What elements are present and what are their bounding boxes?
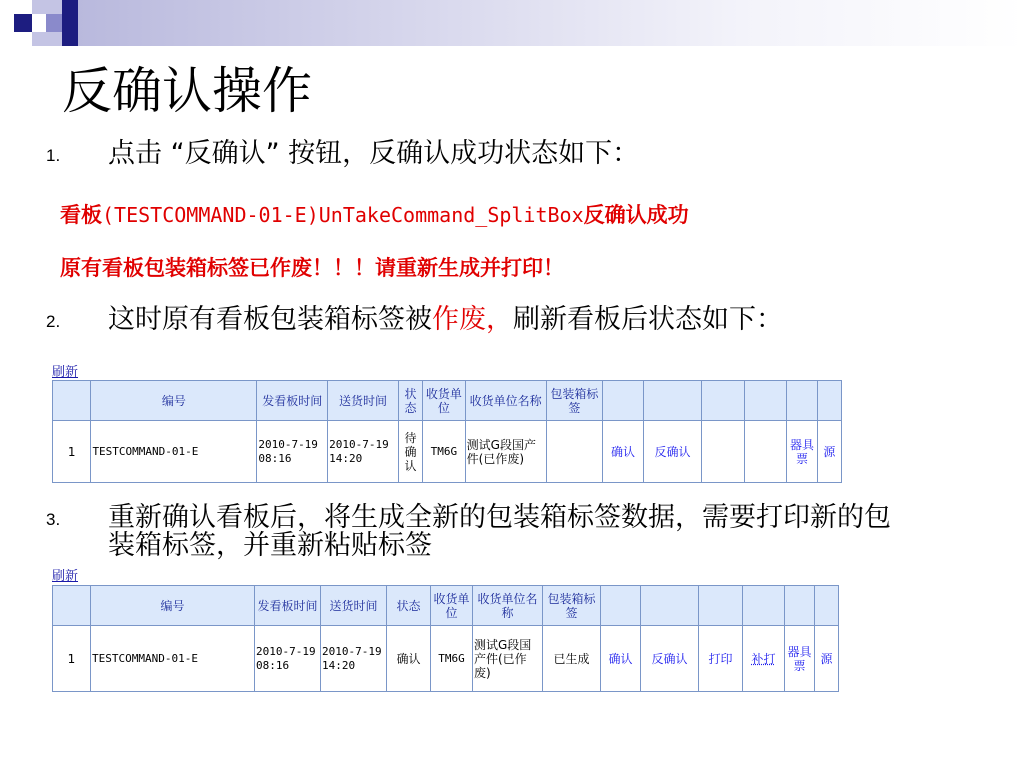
- step-3-text: 重新确认看板后，将生成全新的包装箱标签数据，需要打印新的包装箱标签，并重新粘贴标签: [108, 502, 891, 561]
- header-box-label: 包装箱标签: [543, 586, 601, 626]
- refresh-link[interactable]: 刷新: [52, 365, 79, 380]
- header-delivery-time: 送货时间: [328, 381, 399, 421]
- banner-square: [32, 0, 62, 14]
- step-3: [46, 504, 896, 560]
- step-2: [46, 306, 896, 334]
- header-blank: [787, 381, 817, 421]
- table-row: [53, 421, 842, 483]
- confirm-link[interactable]: 确认: [601, 626, 641, 692]
- source-link[interactable]: 源: [815, 626, 839, 692]
- message-code: (TESTCOMMAND-01-E)UnTakeCommand_SplitBox: [102, 203, 584, 227]
- equipment-ticket-link[interactable]: 器具票: [787, 421, 817, 483]
- cell-receiver: TM6G: [431, 626, 473, 692]
- cell-box-label: [546, 421, 603, 483]
- kanban-table-before: [52, 380, 842, 483]
- unconfirm-link[interactable]: 反确认: [641, 626, 699, 692]
- slide-banner: [0, 0, 1024, 46]
- header-receiver-name: 收货单位名称: [465, 381, 546, 421]
- step-2-number: 2.: [46, 312, 61, 331]
- header-blank: [53, 381, 91, 421]
- banner-square: [14, 14, 32, 32]
- cell-code: TESTCOMMAND-01-E: [91, 421, 257, 483]
- header-receiver: 收货单位: [423, 381, 465, 421]
- header-blank: [702, 381, 744, 421]
- cell-delivery-time: 2010-7-19 14:20: [328, 421, 399, 483]
- cell-receiver-name: 测试G段国产件(已作废): [473, 626, 543, 692]
- header-blank: [699, 586, 743, 626]
- header-code: 编号: [91, 586, 255, 626]
- banner-square: [32, 32, 62, 46]
- header-receiver-name: 收货单位名称: [473, 586, 543, 626]
- row-index: 1: [53, 421, 91, 483]
- banner-square: [46, 14, 62, 32]
- reprint-link: [744, 421, 786, 483]
- message-prefix: 看板: [60, 203, 102, 227]
- cell-code: TESTCOMMAND-01-E: [91, 626, 255, 692]
- banner-square: [32, 14, 46, 32]
- cell-box-label: 已生成: [543, 626, 601, 692]
- cell-status: 待确认: [398, 421, 422, 483]
- table-row: [53, 626, 839, 692]
- table-header-row: [53, 381, 842, 421]
- banner-gradient: [78, 0, 1024, 46]
- equipment-ticket-link[interactable]: 器具票: [785, 626, 815, 692]
- header-receiver: 收货单位: [431, 586, 473, 626]
- refresh-link[interactable]: 刷新: [52, 569, 79, 584]
- reprint-link[interactable]: 补打: [743, 626, 785, 692]
- kanban-table-after: [52, 585, 839, 692]
- warning-message: 原有看板包装箱标签已作废！！！请重新生成并打印！: [60, 256, 564, 280]
- step-2-highlight: 作废，: [432, 304, 513, 335]
- header-box-label: 包装箱标签: [546, 381, 603, 421]
- cell-issue-time: 2010-7-19 08:16: [257, 421, 328, 483]
- cell-status: 确认: [387, 626, 431, 692]
- step-1-text: 点击 “反确认” 按钮，反确认成功状态如下：: [108, 138, 640, 169]
- header-blank: [603, 381, 643, 421]
- unconfirm-link[interactable]: 反确认: [643, 421, 702, 483]
- header-delivery-time: 送货时间: [321, 586, 387, 626]
- header-blank: [53, 586, 91, 626]
- header-issue-time: 发看板时间: [255, 586, 321, 626]
- table-header-row: [53, 586, 839, 626]
- header-blank: [785, 586, 815, 626]
- print-link: [702, 421, 744, 483]
- header-blank: [743, 586, 785, 626]
- source-link[interactable]: 源: [817, 421, 841, 483]
- confirm-link[interactable]: 确认: [603, 421, 643, 483]
- success-message: [60, 199, 689, 229]
- header-blank: [817, 381, 841, 421]
- header-issue-time: 发看板时间: [257, 381, 328, 421]
- message-suffix: 反确认成功: [583, 203, 689, 227]
- cell-issue-time: 2010-7-19 08:16: [255, 626, 321, 692]
- step-2-text: [108, 306, 896, 334]
- step-2-before: 这时原有看板包装箱标签被: [108, 304, 432, 335]
- print-link[interactable]: 打印: [699, 626, 743, 692]
- header-blank: [744, 381, 786, 421]
- row-index: 1: [53, 626, 91, 692]
- cell-receiver: TM6G: [423, 421, 465, 483]
- step-3-number: 3.: [46, 510, 61, 529]
- cell-delivery-time: 2010-7-19 14:20: [321, 626, 387, 692]
- header-blank: [641, 586, 699, 626]
- header-status: 状态: [398, 381, 422, 421]
- step-2-after: 刷新看板后状态如下：: [513, 304, 783, 335]
- cell-receiver-name: 测试G段国产件(已作废): [465, 421, 546, 483]
- header-status: 状态: [387, 586, 431, 626]
- header-blank: [601, 586, 641, 626]
- step-1-number: 1.: [46, 146, 61, 165]
- banner-square: [62, 0, 78, 46]
- header-code: 编号: [91, 381, 257, 421]
- header-blank: [815, 586, 839, 626]
- step-1: [46, 140, 896, 168]
- slide-title: 反确认操作: [62, 62, 312, 120]
- header-blank: [643, 381, 702, 421]
